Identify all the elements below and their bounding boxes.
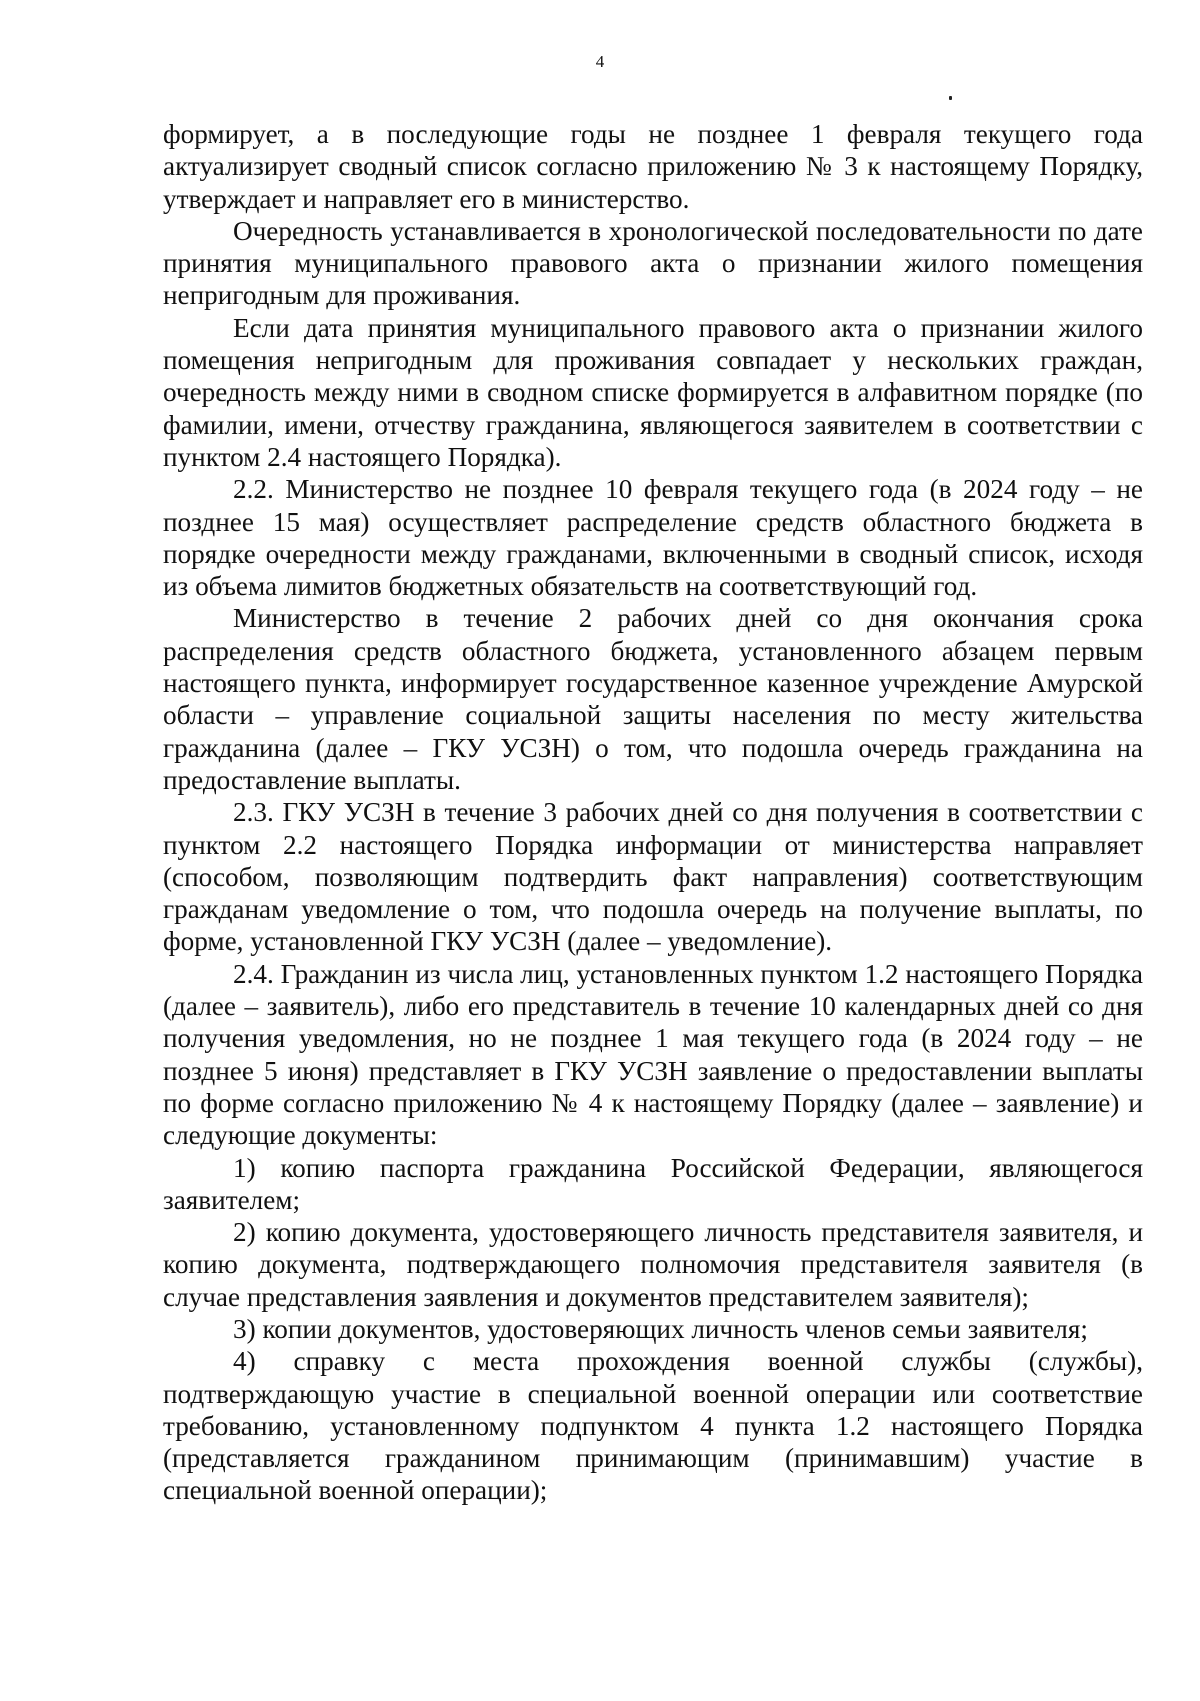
paragraph-queue-order: Очередность устанавливается в хронологической последовательности по дате принятия муниципального правового акта о признании жилого помещения непригодным для проживания. — [163, 215, 1143, 311]
document-body — [163, 118, 1143, 1507]
list-item-3: 3) копии документов, удостоверяющих личность членов семьи заявителя; — [233, 1313, 1088, 1344]
list-item-4: 4) справку с места прохождения военной службы (службы), подтверждающую участие в специальной военной операции или соответствие требованию, установленному подпунктом 4 пункта 1.2 настоящего Порядка (представляется гражданином принимающим (принимавшим) участие в специальной военной операции); — [163, 1346, 1143, 1506]
paragraph-2-3: 2.3. ГКУ УСЗН в течение 3 рабочих дней со дня получения в соответствии с пунктом 2.2 настоящего Порядка информации от министерства направляет (способом, позволяющим подтвердить факт направления) соответствующим гражданам уведомление о том, что подошла очередь на получение выплаты, по форме, установленной ГКУ УСЗН (далее – уведомление). — [163, 797, 1143, 957]
paragraph-2-2: 2.2. Министерство не позднее 10 февраля текущего года (в 2024 году – не позднее 15 мая) осуществляет распределение средств областного бюджета в порядке очередности между гражданами, включенными в сводный список, исходя из объема лимитов бюджетных обязательств на соответствующий год. — [163, 474, 1143, 602]
list-item-1: 1) копию паспорта гражданина Российской Федерации, являющегося заявителем; — [163, 1152, 1143, 1215]
scan-speck — [949, 96, 952, 100]
paragraph-continuation: формирует, а в последующие годы не позднее 1 февраля текущего года актуализирует сводный список согласно приложению № 3 к настоящему Порядку, утверждает и направляет его в министерство. — [163, 119, 1143, 214]
paragraph-2-4: 2.4. Гражданин из числа лиц, установленных пунктом 1.2 настоящего Порядка (далее – заявитель), либо его представитель в течение 10 календарных дней со дня получения уведомления, но не позднее 1 мая текущего года (в 2024 году – не позднее 5 июня) представляет в ГКУ УСЗН заявление о предоставлении выплаты по форме согласно приложению № 4 к настоящему Порядку (далее – заявление) и следующие документы: — [163, 958, 1143, 1151]
paragraph-alphabetical-order: Если дата принятия муниципального правового акта о признании жилого помещения непригодным для проживания совпадает у нескольких граждан, очередность между ними в сводном списке формируется в алфавитном порядке (по фамилии, имени, отчеству гражданина, являющегося заявителем в соответствии с пунктом 2.4 настоящего Порядка). — [163, 312, 1143, 472]
paragraph-ministry-informs: Министерство в течение 2 рабочих дней со дня окончания срока распределения средств областного бюджета, установленного абзацем первым настоящего пункта, информирует государственное казенное учреждение Амурской области – управление социальной защиты населения по месту жительства гражданина (далее – ГКУ УСЗН) о том, что подошла очередь гражданина на предоставление выплаты. — [163, 603, 1143, 795]
page-number: 4 — [595, 52, 605, 71]
list-item-2: 2) копию документа, удостоверяющего личность представителя заявителя, и копию документа, подтверждающего полномочия представителя заявителя (в случае представления заявления и документов представителем заявителя); — [163, 1217, 1143, 1312]
